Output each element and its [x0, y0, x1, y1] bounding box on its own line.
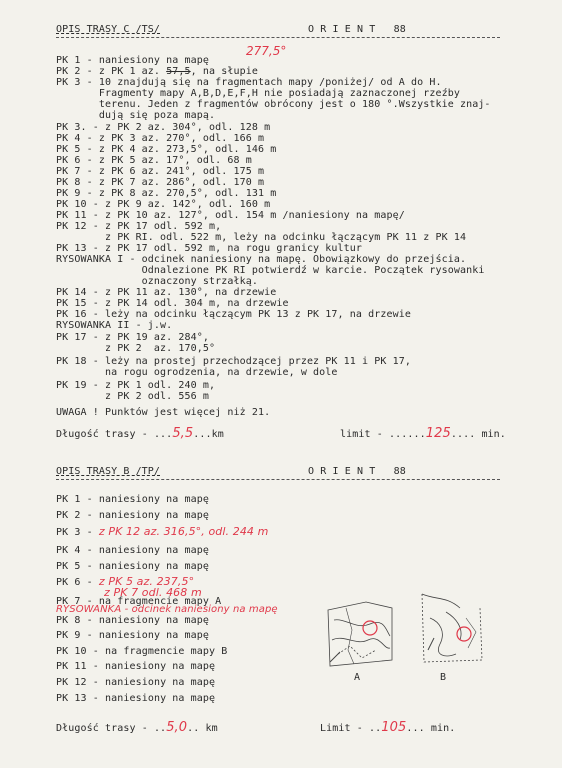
- limit-value: 105: [381, 720, 407, 735]
- map-label-b: B: [440, 672, 447, 683]
- list-item: PK 5 - z PK 4 az. 273,5°, odl. 146 m: [56, 144, 277, 155]
- list-item: PK 2 - z PK 1 az. 57,5, na słupie: [56, 66, 258, 77]
- list-item: RYSOWANKA I - odcinek naniesiony na mapę. Obowiązkowy do przejścia.: [56, 254, 467, 265]
- length-label: Długość trasy - ..5,0.. km: [56, 720, 218, 735]
- list-item: na rogu ogrodzenia, na drzewie, w dole: [56, 367, 338, 378]
- header-divider: [56, 37, 500, 38]
- handwritten-note: RYSOWANKA: [56, 604, 122, 615]
- map-fragment-a: [326, 600, 396, 670]
- list-item: PK 8 - naniesiony na mapę: [56, 615, 210, 626]
- list-item: PK 7 - z PK 6 az. 241°, odl. 175 m: [56, 166, 265, 177]
- length-value: 5,5: [172, 426, 194, 441]
- list-item: Odnalezione PK RI potwierdź w karcie. Początek rysowanki: [56, 265, 485, 276]
- route-b-title: OPIS TRASY B /TP/: [56, 466, 161, 477]
- list-item: PK 3 - z PK 12 az. 316,5°, odl. 244 m: [56, 525, 269, 538]
- list-item: PK 9 - z PK 8 az. 270,5°, odl. 131 m: [56, 188, 277, 199]
- length-label: Długość trasy - ...5,5...km: [56, 426, 224, 441]
- route-b-event: O R I E N T 88: [308, 466, 406, 477]
- list-item: RYSOWANKA - odcinek naniesiony na mapę: [56, 604, 278, 615]
- limit-label: Limit - ..105... min.: [320, 720, 456, 735]
- list-item: PK 15 - z PK 14 odl. 304 m, na drzewie: [56, 298, 289, 309]
- list-item: RYSOWANKA II - j.w.: [56, 320, 173, 331]
- list-item: PK 6 - z PK 5 az. 17°, odl. 68 m: [56, 155, 252, 166]
- list-item: dują się poza mapą.: [56, 110, 216, 121]
- list-item: PK 1 - naniesiony na mapę: [56, 494, 210, 505]
- list-item: PK 14 - z PK 11 az. 130°, na drzewie: [56, 287, 277, 298]
- list-item: PK 3. - z PK 2 az. 304°, odl. 128 m: [56, 122, 271, 133]
- list-item: terenu. Jeden z fragmentów obrócony jest o 180 °.Wszystkie znaj-: [56, 99, 491, 110]
- route-c-event: O R I E N T 88: [308, 24, 406, 35]
- list-item: PK 11 - z PK 10 az. 127°, odl. 154 m /naniesiony na mapę/: [56, 210, 405, 221]
- list-item: PK 11 - naniesiony na mapę: [56, 661, 216, 672]
- handwritten-note: z PK 5 az. 237,5°: [98, 575, 195, 588]
- list-item: PK 19 - z PK 1 odl. 240 m,: [56, 380, 216, 391]
- limit-value: 125: [425, 426, 451, 441]
- list-item: oznaczony strzałką.: [56, 276, 258, 287]
- route-c-title: OPIS TRASY C /TS/: [56, 24, 161, 35]
- list-item: PK 4 - naniesiony na mapę: [56, 545, 210, 556]
- map-fragment-b: [416, 588, 486, 668]
- list-item: PK 8 - z PK 7 az. 286°, odl. 170 m: [56, 177, 265, 188]
- list-item: PK 7 - na fragmencie mapy A: [56, 596, 222, 607]
- list-item: PK 1 - naniesiony na mapę: [56, 55, 210, 66]
- list-item: Fragmenty mapy A,B,D,E,F,H nie posiadają zaznaczonej rzeźby: [56, 88, 460, 99]
- length-value: 5,0: [166, 720, 188, 735]
- list-item: PK 6 - z PK 5 az. 237,5°: [56, 575, 195, 588]
- list-item: PK 18 - leży na prostej przechodzącej przez PK 11 i PK 17,: [56, 356, 411, 367]
- warning-note: UWAGA ! Punktów jest więcej niż 21.: [56, 407, 271, 418]
- list-item: PK 4 - z PK 3 az. 270°, odl. 166 m: [56, 133, 265, 144]
- map-label-a: A: [354, 672, 361, 683]
- limit-label: limit - ......125.... min.: [340, 426, 506, 441]
- header-divider: [56, 479, 500, 480]
- list-item: PK 9 - naniesiony na mapę: [56, 630, 210, 641]
- list-item: PK 10 - na fragmencie mapy B: [56, 646, 228, 657]
- list-item: PK 3 - 10 znajdują się na fragmentach mapy /poniżej/ od A do H.: [56, 77, 442, 88]
- list-item: z PK RI. odl. 522 m, leży na odcinku łączącym PK 11 z PK 14: [56, 232, 467, 243]
- list-item: PK 17 - z PK 19 az. 284°,: [56, 332, 210, 343]
- crossed-value: 57,5: [166, 66, 191, 77]
- list-item: PK 13 - naniesiony na mapę: [56, 693, 216, 704]
- list-item: PK 12 - naniesiony na mapę: [56, 677, 216, 688]
- list-item: PK 2 - naniesiony na mapę: [56, 510, 210, 521]
- list-item: z PK 2 odl. 556 m: [56, 391, 210, 402]
- list-item: PK 16 - leży na odcinku łączącym PK 13 z PK 17, na drzewie: [56, 309, 411, 320]
- handwritten-note: odcinek naniesiony na mapę: [131, 604, 278, 615]
- handwritten-note: z PK 12 az. 316,5°, odl. 244 m: [98, 525, 269, 538]
- handwritten-note: 277,5°: [246, 44, 287, 58]
- handwritten-note: z PK 7 odl. 468 m: [104, 586, 202, 599]
- list-item: PK 13 - z PK 17 odl. 592 m, na rogu granicy kultur: [56, 243, 363, 254]
- list-item: PK 5 - naniesiony na mapę: [56, 561, 210, 572]
- list-item: PK 10 - z PK 9 az. 142°, odl. 160 m: [56, 199, 271, 210]
- list-item: PK 12 - z PK 17 odl. 592 m,: [56, 221, 222, 232]
- list-item: z PK 2 az. 170,5°: [56, 343, 216, 354]
